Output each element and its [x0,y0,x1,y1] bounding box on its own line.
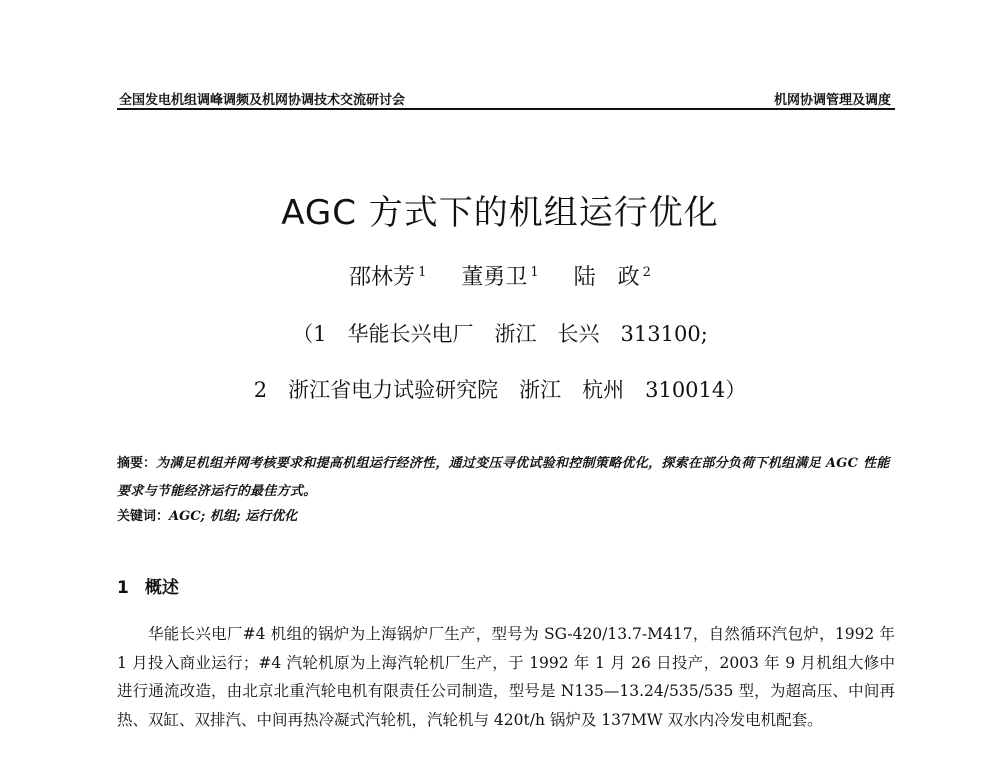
paper-title: AGC 方式下的机组运行优化 [281,193,719,233]
abstract-label: 摘要： [117,456,157,471]
section-heading [117,573,179,598]
keywords-label: 关键词： [117,509,170,524]
author-affiliation-mark: 1 [530,264,539,280]
section-title: 概述 [144,578,179,598]
author [349,265,426,290]
section-number: 1 [117,578,129,598]
author-affiliation-mark: 1 [418,264,427,280]
author-list [0,260,1000,291]
author [574,265,651,290]
running-header [117,88,895,110]
author-name: 董勇卫 [461,265,528,290]
author [461,265,538,290]
author-name: 陆 政 [573,265,640,290]
affiliation-line: （1 华能长兴电厂 浙江 长兴 313100; [292,322,708,346]
header-conference-name: 全国发电机组调峰调频及机网协调技术交流研讨会 [119,93,406,108]
body-paragraph: 华能长兴电厂#4 机组的锅炉为上海锅炉厂生产，型号为 SG-420/13.7-M417，自然循环汽包炉，1992 年 1 月投入商业运行；#4 汽轮机原为上海汽轮机厂生产，于 1992 年 1 月 26 日投产，2003 年 9 月机组大修中进行通流改造，由北京北重汽轮电机有限责任公司制造，型号是 N135—13.24/535/535 型，为超高压、中间再热、双缸、双排汽、中间再热冷凝式汽轮机，汽轮机与 420t/h 锅炉及 137MW 双水内冷发电机配套。 [117,625,895,729]
keywords [117,505,297,524]
author-affiliation-mark: 2 [642,264,651,280]
header-section-name: 机网协调管理及调度 [773,93,891,108]
author-name: 邵林芳 [349,265,416,290]
abstract [117,450,895,506]
keywords-text: AGC; 机组; 运行优化 [169,509,298,524]
abstract-text: 为满足机组并网考核要求和提高机组运行经济性，通过变压寻优试验和控制策略优化，探索在部分负荷下机组满足 AGC 性能要求与节能经济运行的最佳方式。 [117,456,890,499]
affiliation-line: 2 浙江省电力试验研究院 浙江 杭州 310014） [253,378,747,402]
